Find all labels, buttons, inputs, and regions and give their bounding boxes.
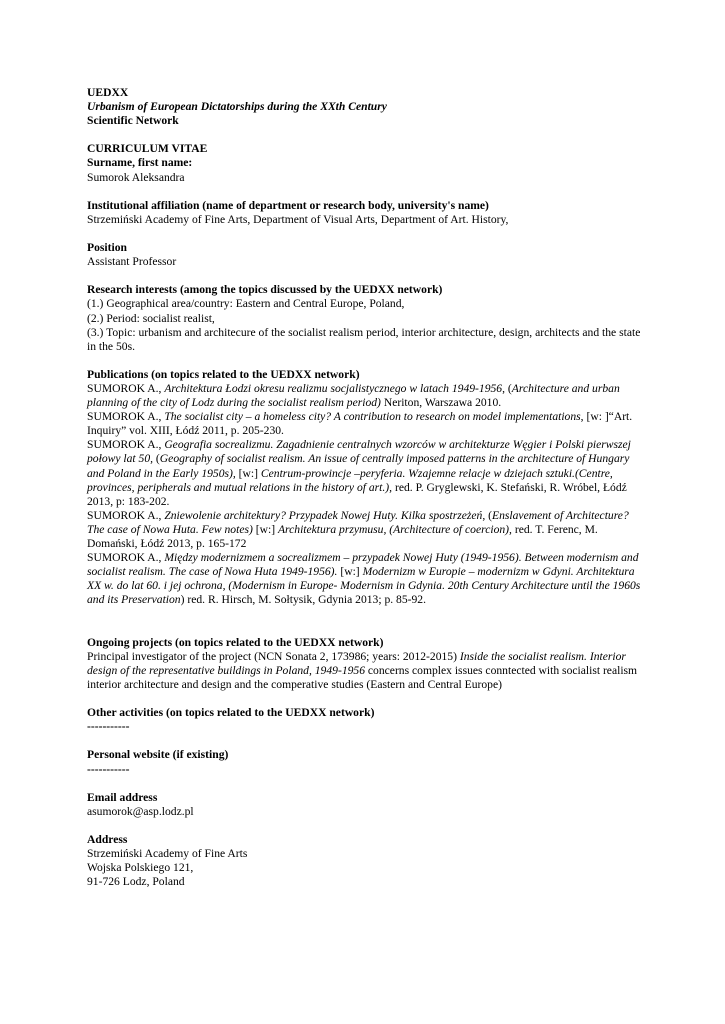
address-line: Wojska Polskiego 121, xyxy=(87,861,194,875)
publication-entry xyxy=(87,438,647,508)
pub-translation: Geography of socialist realism. An issue of centrally imposed patterns in the architecture of Hungary and Poland in the Early 1950s), xyxy=(87,452,630,480)
publication-entry xyxy=(87,509,647,551)
address-label: Address xyxy=(87,832,128,846)
website-value: ----------- xyxy=(87,762,130,776)
pub-book-title: Architektura przymusu, (Architecture of coercion), xyxy=(277,522,512,536)
pub-author: SUMOROK A., xyxy=(87,551,165,565)
network-acronym: UEDXX xyxy=(87,86,129,99)
name-label: Surname, first name: xyxy=(87,156,193,170)
research-item: (3.) Topic: urbanism and architecure of the socialist realism period, interior architecture, design, architects and the state in the 50s. xyxy=(87,325,641,353)
pub-title: Między modernizmem a socrealizmem – przypadek Nowej Huty (1949-1956). Between modernism and socialist realism. The case of Nowa Huta 1949-1956). xyxy=(87,551,639,579)
project-description xyxy=(87,650,647,692)
research-item: (1.) Geographical area/country: Eastern and Central Europe, Poland, xyxy=(87,297,405,311)
position-label: Position xyxy=(87,241,127,255)
affiliation-value: Strzemiński Academy of Fine Arts, Department of Visual Arts, Department of Art. History, xyxy=(87,212,509,226)
pub-author: SUMOROK A., xyxy=(87,410,165,424)
name-value: Sumorok Aleksandra xyxy=(87,170,185,184)
pub-title: Zniewolenie architektury? Przypadek Nowej Huty. Kilka spostrzeżeń xyxy=(164,508,483,522)
publication-entry xyxy=(87,551,647,607)
address-line: Strzemiński Academy of Fine Arts xyxy=(87,847,248,861)
pub-text: [w:] xyxy=(337,565,363,579)
research-item: (2.) Period: socialist realist, xyxy=(87,311,215,325)
publication-entry xyxy=(87,410,647,438)
pub-book-title: Modernizm w Europie – modernizm w Gdyni. Architektura XX w. do lat 60. i jej ochrona, (Modernism in Europe- Modernism in Gdynia. 20th Century Architecture until the 1960s and its Preservation xyxy=(87,565,641,607)
affiliation-label: Institutional affiliation (name of department or research body, university's name) xyxy=(87,198,489,212)
website-label: Personal website (if existing) xyxy=(87,748,229,762)
project-text: Principal investigator of the project (NCN Sonata 2, 173986; years: 2012-2015) xyxy=(87,649,460,663)
network-subtitle: Scientific Network xyxy=(87,114,179,128)
pub-imprint: Neriton, Warszawa 2010. xyxy=(380,396,502,410)
pub-title: The socialist city – a homeless city? A contribution to research on model implementations xyxy=(164,410,581,424)
cv-heading: CURRICULUM VITAE xyxy=(87,142,208,156)
pub-text: , ( xyxy=(482,508,493,522)
email-label: Email address xyxy=(87,790,158,804)
pub-book-title: Centrum-prowincje –peryferia. Wzajemne relacje w dziejach sztuki.(Centre, provinces, peripherals and mutual relations in the history of art.), xyxy=(87,466,613,494)
address-line: 91-726 Lodz, Poland xyxy=(87,875,185,889)
pub-text: , ( xyxy=(502,381,512,395)
pub-imprint: ) red. R. Hirsch, M. Sołtysik, Gdynia 2013; p. 85-92. xyxy=(180,593,426,607)
other-activities-value: ----------- xyxy=(87,720,130,734)
pub-title: Geografia socrealizmu. Zagadnienie centralnych wzorców w architekturze Węgier i Polski pierwszej połowy lat 50, xyxy=(87,438,631,466)
email-value: asumorok@asp.lodz.pl xyxy=(87,804,194,818)
other-activities-label: Other activities (on topics related to the UEDXX network) xyxy=(87,706,375,720)
pub-translation: Enslavement of Architecture? The case of Nowa Huta. Few notes) xyxy=(87,508,629,536)
publications-label: Publications (on topics related to the UEDXX network) xyxy=(87,367,360,381)
pub-translation: Architecture and urban planning of the city of Lodz during the socialist realism period) xyxy=(87,381,620,410)
publication-entry xyxy=(87,382,647,410)
pub-author: SUMOROK A., xyxy=(87,508,165,522)
position-value: Assistant Professor xyxy=(87,255,177,269)
pub-text: [w:] xyxy=(252,522,278,536)
projects-label: Ongoing projects (on topics related to the UEDXX network) xyxy=(87,635,384,649)
pub-imprint: , [w: ]“Art. Inquiry” vol. XIII, Łódź 2011, p. 205-230. xyxy=(87,410,633,438)
research-label: Research interests (among the topics discussed by the UEDXX network) xyxy=(87,283,443,297)
pub-title: Architektura Łodzi okresu realizmu socjalistycznego w latach 1949-1956 xyxy=(164,381,503,395)
pub-imprint: red. T. Ferenc, M. Domański, Łódź 2013, p. 165-172 xyxy=(87,522,598,550)
pub-author: SUMOROK A., xyxy=(87,381,165,395)
network-title: Urbanism of European Dictatorships during the XXth Century xyxy=(87,100,387,114)
pub-imprint: red. P. Gryglewski, K. Stefański, R. Wróbel, Łódź 2013, p: 183-202. xyxy=(87,480,627,508)
pub-text: [w:] xyxy=(235,466,261,480)
cv-document xyxy=(87,86,647,889)
project-text: concerns complex issues conntected with socialist realism interior architecture and design and the comperative studies (Eastern and Central Europe) xyxy=(87,663,638,691)
pub-author: SUMOROK A., xyxy=(87,438,165,452)
project-title: Inside the socialist realism. Interior design of the representative buildings in Poland, 1949-1956 xyxy=(87,649,626,677)
pub-text: ( xyxy=(153,452,160,466)
